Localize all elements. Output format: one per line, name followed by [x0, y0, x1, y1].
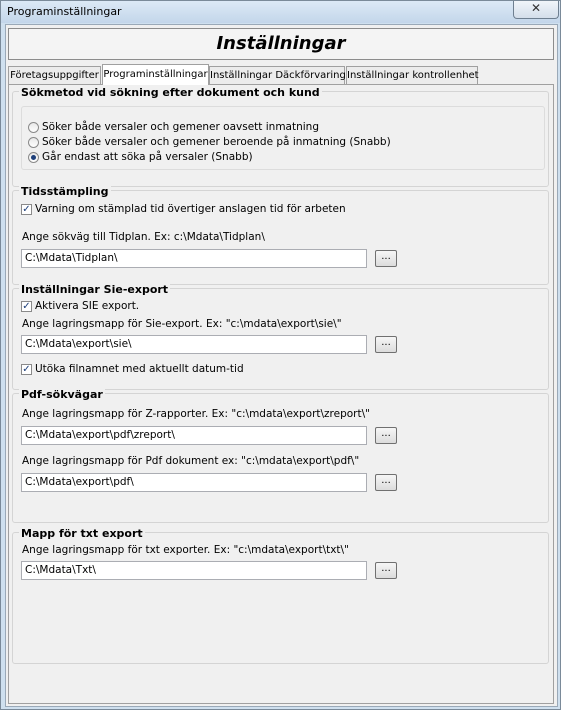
timestamp-title: Tidsstämpling [21, 185, 109, 198]
tidplan-path-input[interactable]: C:\Mdata\Tidplan\ [21, 249, 367, 268]
radio-label: Går endast att söka på versaler (Snabb) [42, 151, 253, 163]
sie-path-input[interactable]: C:\Mdata\export\sie\ [21, 335, 367, 354]
sie-export-group [12, 283, 549, 390]
pdf-doc-path-input[interactable]: C:\Mdata\export\pdf\ [21, 473, 367, 492]
program-settings-panel [8, 84, 554, 704]
checkbox-label: Varning om stämplad tid övertiger anslagen tid för arbeten [35, 203, 346, 215]
search-option-uppercase-only[interactable] [28, 151, 253, 163]
tab-tire-storage-settings[interactable]: Inställningar Däckförvaring [209, 66, 345, 84]
radio-label: Söker både versaler och gemener oavsett inmatning [42, 121, 319, 133]
radio-button[interactable] [28, 122, 39, 133]
title-bar[interactable] [1, 1, 560, 23]
search-method-title: Sökmetod vid sökning efter dokument och kund [21, 86, 320, 99]
search-method-group [12, 86, 549, 187]
pdf-paths-group [12, 388, 549, 523]
client-area [5, 24, 558, 707]
txt-path-label: Ange lagringsmapp för txt exporter. Ex: "c:\mdata\export\txt\" [22, 544, 349, 556]
tab-program-settings[interactable]: Programinställningar [102, 64, 209, 85]
txt-export-group [12, 527, 549, 664]
pdf-paths-title: Pdf-sökvägar [21, 388, 103, 401]
tab-control-unit-settings[interactable]: Inställningar kontrollenhet [346, 66, 478, 84]
radio-button[interactable] [28, 137, 39, 148]
tidplan-browse-button[interactable]: ... [375, 250, 397, 267]
time-warning-checkbox-row[interactable] [21, 203, 346, 215]
zreport-path-input[interactable]: C:\Mdata\export\pdf\zreport\ [21, 426, 367, 445]
window-title: Programinställningar [7, 5, 122, 18]
checkbox-label: Utöka filnamnet med aktuellt datum-tid [35, 363, 244, 375]
pdf-doc-browse-button[interactable]: ... [375, 474, 397, 491]
zreport-path-label: Ange lagringsmapp för Z-rapporter. Ex: "c:\mdata\export\zreport\" [22, 408, 370, 420]
checkbox[interactable]: ✓ [22, 363, 31, 375]
radio-label: Söker både versaler och gemener beroende på inmatning (Snabb) [42, 136, 391, 148]
header-panel [8, 28, 554, 60]
sie-browse-button[interactable]: ... [375, 336, 397, 353]
checkbox[interactable]: ✓ [22, 203, 31, 215]
search-option-case-insensitive[interactable] [28, 121, 319, 133]
txt-browse-button[interactable]: ... [375, 562, 397, 579]
timestamp-group [12, 185, 549, 285]
pdf-doc-path-label: Ange lagringsmapp för Pdf dokument ex: "c:\mdata\export\pdf\" [22, 455, 360, 467]
radio-button-selected[interactable] [28, 152, 39, 163]
sie-extend-filename-checkbox-row[interactable] [21, 363, 244, 375]
sie-path-label: Ange lagringsmapp för Sie-export. Ex: "c:\mdata\export\sie\" [22, 318, 342, 330]
checkbox-label: Aktivera SIE export. [35, 300, 140, 312]
sie-activate-checkbox-row[interactable] [21, 300, 139, 312]
tidplan-path-label: Ange sökväg till Tidplan. Ex: c:\Mdata\Tidplan\ [22, 231, 265, 243]
checkbox[interactable]: ✓ [22, 300, 31, 312]
close-button[interactable]: ✕ [513, 1, 559, 19]
search-option-case-sensitive[interactable] [28, 136, 391, 148]
page-title: Inställningar [216, 33, 346, 54]
tab-company-info[interactable]: Företagsuppgifter [8, 66, 101, 84]
txt-path-input[interactable]: C:\Mdata\Txt\ [21, 561, 367, 580]
zreport-browse-button[interactable]: ... [375, 427, 397, 444]
sie-export-title: Inställningar Sie-export [21, 283, 169, 296]
search-options-box [21, 106, 545, 170]
txt-export-title: Mapp för txt export [21, 527, 143, 540]
